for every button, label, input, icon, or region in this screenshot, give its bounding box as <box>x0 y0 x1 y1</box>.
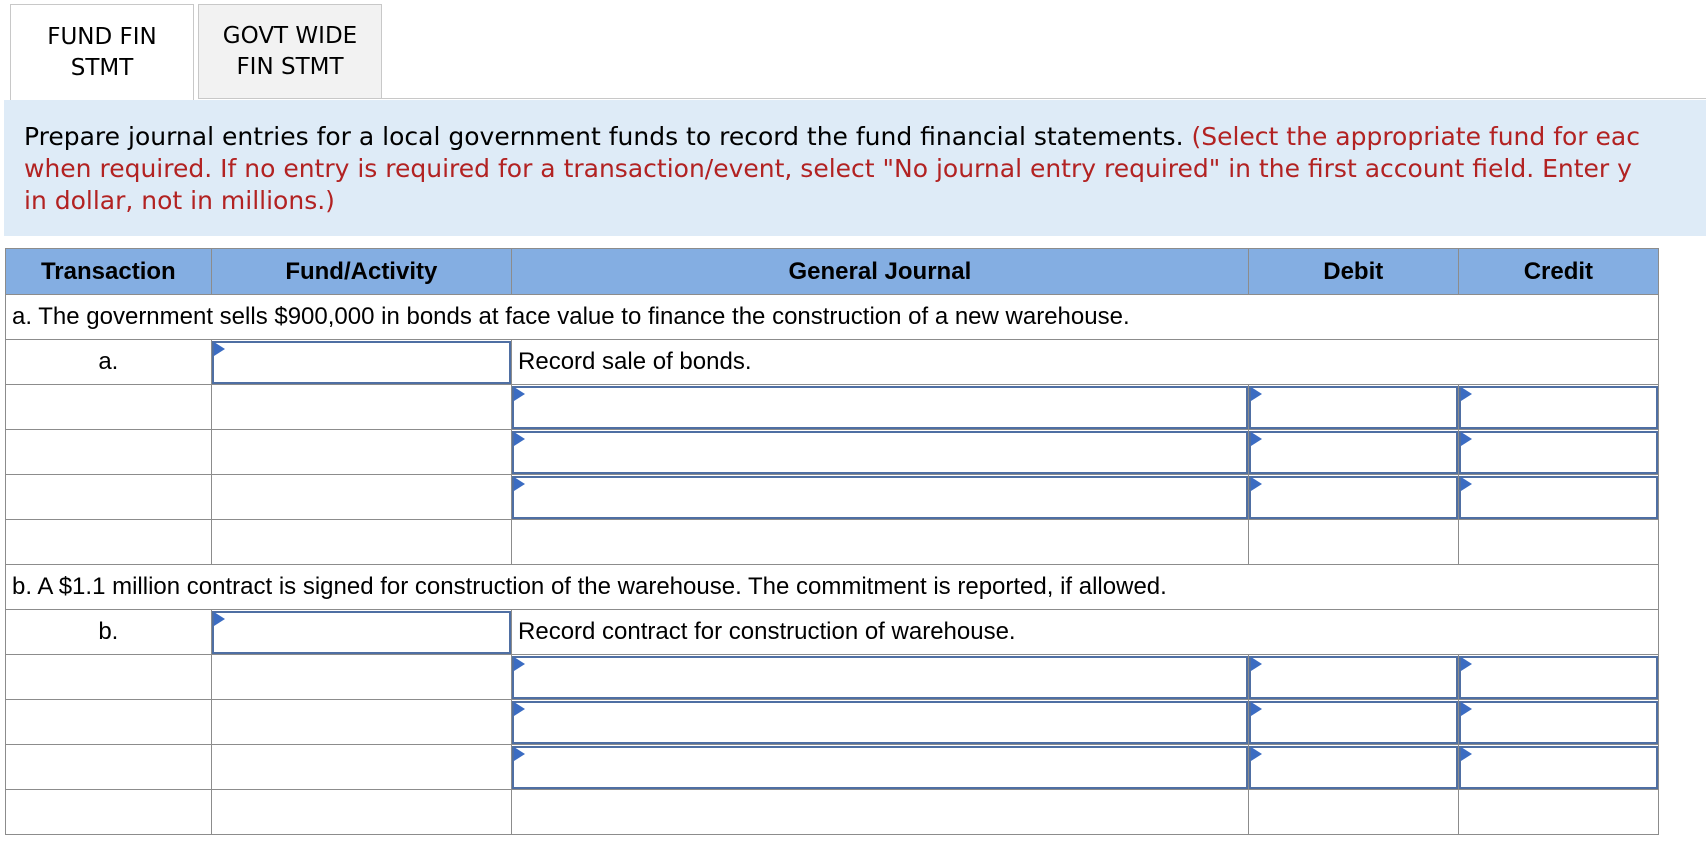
debit-input[interactable] <box>1249 701 1458 744</box>
entry-note: Record sale of bonds. <box>512 340 1659 385</box>
credit-cell <box>1458 700 1658 745</box>
empty-cell <box>512 520 1249 565</box>
empty-cell <box>6 700 212 745</box>
empty-cell <box>6 430 212 475</box>
transaction-label: b. <box>6 610 212 655</box>
account-select[interactable] <box>512 386 1248 429</box>
credit-input[interactable] <box>1459 386 1658 429</box>
debit-input[interactable] <box>1249 746 1458 789</box>
instructions-line-3: in dollar, not in millions.) <box>24 186 335 215</box>
transaction-description: a. The government sells $900,000 in bonds at face value to finance the construction of a new warehouse. <box>6 295 1659 340</box>
tab-fund-fin-stmt[interactable]: FUND FIN STMT <box>10 4 194 100</box>
table-row <box>6 700 1659 745</box>
debit-input[interactable] <box>1249 656 1458 699</box>
debit-cell <box>1248 655 1458 700</box>
empty-cell <box>6 385 212 430</box>
account-cell <box>512 430 1249 475</box>
credit-input[interactable] <box>1459 431 1658 474</box>
table-row <box>6 430 1659 475</box>
empty-cell <box>6 520 212 565</box>
credit-cell <box>1458 385 1658 430</box>
fund-activity-cell <box>211 340 511 385</box>
instructions-panel <box>4 100 1706 236</box>
transaction-description-row <box>6 565 1659 610</box>
instructions-text: Prepare journal entries for a local government funds to record the fund financial statements. <box>24 122 1192 151</box>
empty-cell <box>512 790 1249 835</box>
account-select[interactable] <box>512 476 1248 519</box>
credit-cell <box>1458 745 1658 790</box>
credit-input[interactable] <box>1459 701 1658 744</box>
credit-cell <box>1458 655 1658 700</box>
table-row <box>6 610 1659 655</box>
table-row <box>6 655 1659 700</box>
transaction-description: b. A $1.1 million contract is signed for construction of the warehouse. The commitment is reported, if allowed. <box>6 565 1659 610</box>
table-row <box>6 790 1659 835</box>
instructions-line-2: when required. If no entry is required for a transaction/event, select "No journal entry required" in the first account field. Enter y <box>24 154 1632 183</box>
debit-input[interactable] <box>1249 476 1458 519</box>
credit-input[interactable] <box>1459 746 1658 789</box>
account-select[interactable] <box>512 431 1248 474</box>
credit-input[interactable] <box>1459 656 1658 699</box>
empty-cell <box>6 790 212 835</box>
debit-cell <box>1248 700 1458 745</box>
table-row <box>6 340 1659 385</box>
empty-cell <box>1458 520 1658 565</box>
account-cell <box>512 385 1249 430</box>
table-row <box>6 475 1659 520</box>
tab-bar <box>10 4 382 100</box>
debit-input[interactable] <box>1249 431 1458 474</box>
tab-govt-wide-fin-stmt[interactable]: GOVT WIDE FIN STMT <box>198 4 382 98</box>
debit-cell <box>1248 745 1458 790</box>
header-fund-activity: Fund/Activity <box>211 249 511 295</box>
credit-input[interactable] <box>1459 476 1658 519</box>
account-cell <box>512 475 1249 520</box>
empty-cell <box>1248 790 1458 835</box>
account-cell <box>512 700 1249 745</box>
fund-activity-select[interactable] <box>212 611 511 654</box>
account-select[interactable] <box>512 701 1248 744</box>
fund-activity-select[interactable] <box>212 341 511 384</box>
journal-table <box>5 248 1659 835</box>
empty-cell <box>6 475 212 520</box>
debit-cell <box>1248 385 1458 430</box>
empty-cell <box>211 790 511 835</box>
empty-cell <box>211 745 511 790</box>
debit-input[interactable] <box>1249 386 1458 429</box>
header-general-journal: General Journal <box>512 249 1249 295</box>
account-select[interactable] <box>512 746 1248 789</box>
table-row <box>6 520 1659 565</box>
instructions-line-1 <box>24 121 1706 153</box>
header-transaction: Transaction <box>6 249 212 295</box>
transaction-label: a. <box>6 340 212 385</box>
empty-cell <box>211 430 511 475</box>
credit-cell <box>1458 475 1658 520</box>
empty-cell <box>211 700 511 745</box>
empty-cell <box>6 745 212 790</box>
empty-cell <box>211 655 511 700</box>
header-credit: Credit <box>1458 249 1658 295</box>
account-cell <box>512 655 1249 700</box>
empty-cell <box>211 385 511 430</box>
account-cell <box>512 745 1249 790</box>
credit-cell <box>1458 430 1658 475</box>
transaction-description-row <box>6 295 1659 340</box>
empty-cell <box>1248 520 1458 565</box>
empty-cell <box>1458 790 1658 835</box>
empty-cell <box>211 520 511 565</box>
debit-cell <box>1248 475 1458 520</box>
empty-cell <box>6 655 212 700</box>
table-row <box>6 745 1659 790</box>
tab-divider <box>198 98 1706 99</box>
table-header-row <box>6 249 1659 295</box>
header-debit: Debit <box>1248 249 1458 295</box>
debit-cell <box>1248 430 1458 475</box>
instructions-note: (Select the appropriate fund for eac <box>1191 122 1640 151</box>
entry-note: Record contract for construction of warehouse. <box>512 610 1659 655</box>
empty-cell <box>211 475 511 520</box>
fund-activity-cell <box>211 610 511 655</box>
account-select[interactable] <box>512 656 1248 699</box>
table-row <box>6 385 1659 430</box>
